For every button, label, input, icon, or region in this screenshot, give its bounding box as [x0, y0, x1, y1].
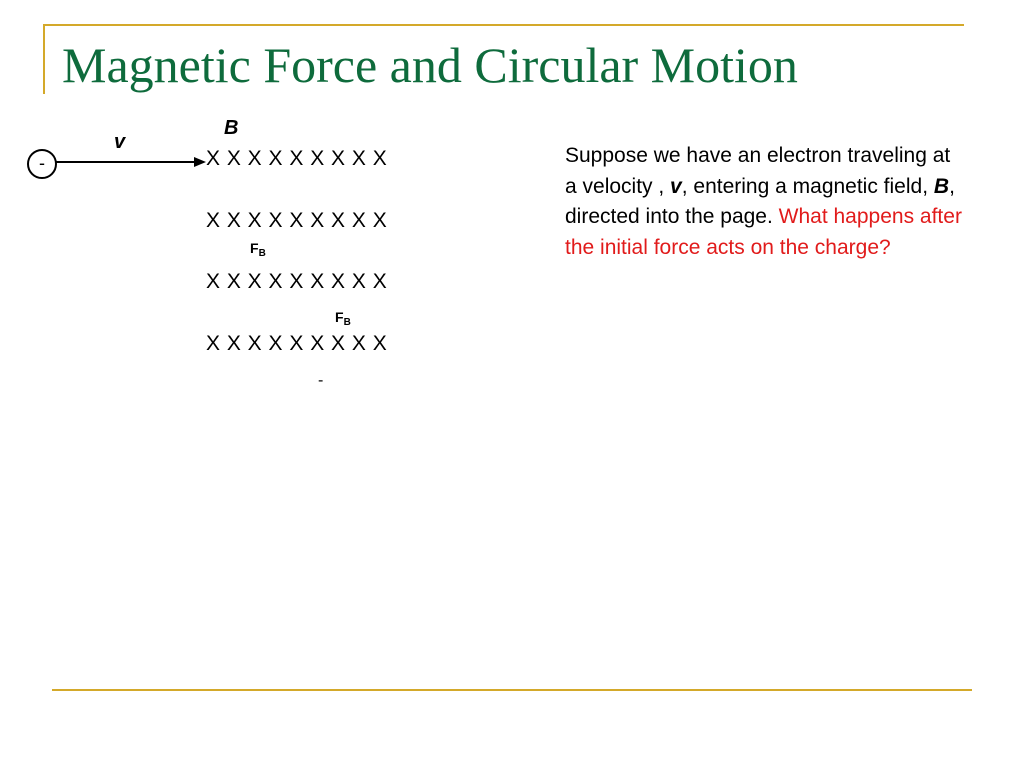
slide-title: Magnetic Force and Circular Motion — [62, 37, 798, 93]
explanation-text: Suppose we have an electron traveling at a velocity , v, entering a magnetic field, B, directed into the page. What happens after the initial force acts on the charge? — [565, 144, 962, 259]
electron-charge: - — [27, 149, 57, 179]
electron-charge-bottom: - — [318, 372, 324, 389]
field-row-1: X X X X X X X X X — [206, 147, 388, 170]
field-label: B — [224, 117, 239, 139]
field-row-4: X X X X X X X X X — [206, 332, 388, 355]
force-label-1: $F_B$ — [250, 240, 266, 259]
velocity-arrow — [56, 156, 206, 168]
force-label-2: $F_B$ — [335, 309, 351, 328]
velocity-label: v — [114, 131, 126, 153]
field-row-2: X X X X X X X X X — [206, 209, 388, 232]
field-row-3: X X X X X X X X X — [206, 270, 388, 293]
question-text: What happens after the initial force acts on the charge? — [565, 205, 962, 259]
